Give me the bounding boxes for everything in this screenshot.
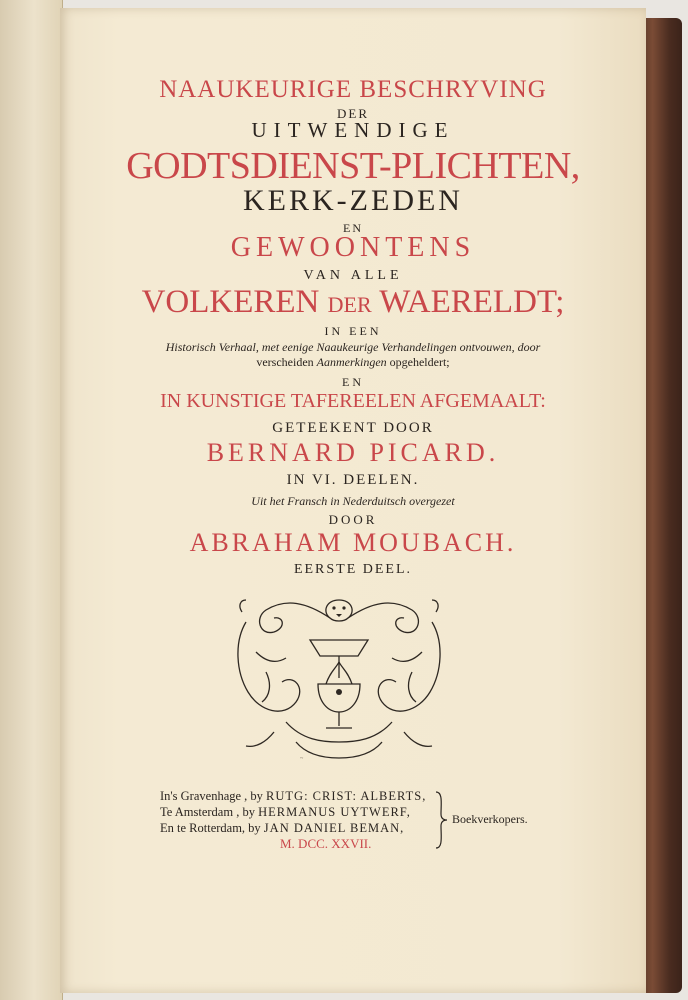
title-line-9-waereldt: WAERELDT; bbox=[379, 284, 565, 320]
title-line-9-der: DER bbox=[327, 292, 372, 317]
title-line-9 bbox=[60, 284, 646, 321]
title-line-6: EN bbox=[343, 221, 363, 235]
imprint-row-3-place: En te Rotterdam, by bbox=[160, 821, 264, 835]
title-line-12-b: Aanmerkingen bbox=[316, 355, 387, 369]
title-line-12 bbox=[60, 355, 646, 370]
title-line-15: GETEEKENT DOOR bbox=[272, 420, 434, 436]
imprint-year: M. DCC. XXVII. bbox=[280, 836, 372, 851]
title-line-16: BERNARD PICARD. bbox=[206, 438, 500, 467]
title-line-18: Uit het Fransch in Nederduitsch overgezet bbox=[251, 494, 455, 508]
engraved-vignette-ornament-icon bbox=[226, 592, 452, 764]
title-line-3: UITWENDIGE bbox=[251, 118, 455, 142]
imprint-row-1-name: RUTG: CRIST: ALBERTS, bbox=[266, 789, 427, 803]
title-line-17: IN VI. DEELEN. bbox=[286, 472, 420, 488]
title-line-8: VAN ALLE bbox=[303, 268, 403, 283]
title-line-10: IN EEN bbox=[324, 324, 382, 338]
title-line-12-a: verscheiden bbox=[256, 355, 314, 369]
title-line-13: EN bbox=[342, 375, 364, 389]
title-line-1: NAAUKEURIGE BESCHRYVING bbox=[159, 76, 547, 103]
imprint-block bbox=[160, 788, 460, 852]
imprint-row-3-name: JAN DANIEL BEMAN, bbox=[263, 821, 405, 835]
imprint-row-2-name: HERMANUS UYTWERF, bbox=[258, 805, 411, 819]
left-page-edge bbox=[0, 0, 63, 1000]
imprint-row-2-place: Te Amsterdam , by bbox=[160, 805, 259, 819]
title-line-2: DER bbox=[337, 106, 369, 121]
title-line-11: Historisch Verhaal, met eenige Naaukeurige Verhandelingen ontvouwen, door bbox=[165, 340, 541, 354]
title-line-7: GEWOONTENS bbox=[230, 232, 476, 263]
book-cover-edge bbox=[640, 18, 682, 993]
title-line-12-c: opgeheldert; bbox=[389, 355, 450, 369]
imprint-row-1-place: In's Gravenhage , by bbox=[160, 789, 267, 803]
engraver-signature: ~ bbox=[300, 756, 304, 762]
imprint-row-2 bbox=[160, 804, 460, 820]
imprint-row-3 bbox=[160, 820, 460, 836]
title-line-19: DOOR bbox=[328, 512, 378, 527]
title-line-9-volkeren: VOLKEREN bbox=[141, 284, 320, 320]
title-line-5: KERK-ZEDEN bbox=[243, 184, 463, 217]
title-line-21: EERSTE DEEL. bbox=[293, 562, 413, 577]
brace-icon bbox=[433, 790, 449, 850]
title-line-20: ABRAHAM MOUBACH. bbox=[189, 528, 517, 557]
imprint-row-1 bbox=[160, 788, 460, 804]
title-line-14: IN KUNSTIGE TAFEREELEN AFGEMAALT: bbox=[160, 390, 546, 412]
imprint-publishers: Boekverkopers. bbox=[452, 812, 528, 826]
title-line-4: GODTSDIENST-PLICHTEN, bbox=[126, 145, 580, 187]
